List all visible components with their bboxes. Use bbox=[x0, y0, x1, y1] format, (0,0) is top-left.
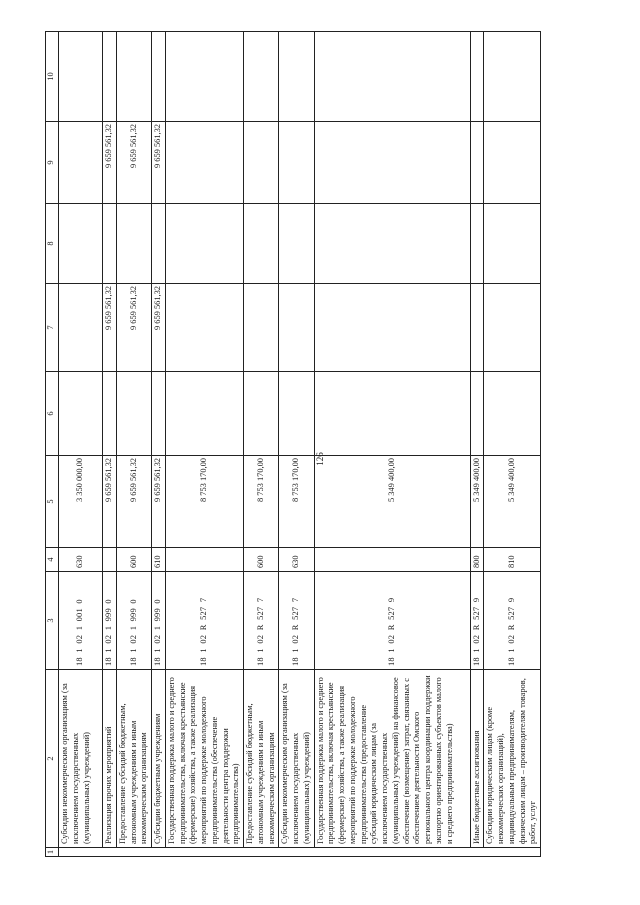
row-name: Государственная поддержка малого и среднего предпринимательства, включая крестьянские (фермерские) хозяйства, а также реализация мероприятий по поддержке молодежного предпринимательства (обеспечение деятельности центра поддержки предпринимательства) bbox=[165, 670, 243, 848]
row-value-9 bbox=[165, 122, 243, 204]
header-cell: 2 bbox=[46, 670, 59, 848]
row-value-8 bbox=[152, 204, 166, 284]
row-value-7: 9 659 561,32 bbox=[152, 284, 166, 372]
row-value-8 bbox=[314, 204, 470, 284]
row-name: Реализация прочих мероприятий bbox=[103, 670, 117, 848]
row-kvr: 810 bbox=[484, 548, 541, 572]
header-cell: 3 bbox=[46, 572, 59, 670]
table-row bbox=[470, 32, 484, 857]
table-row bbox=[244, 32, 279, 857]
row-value-5: 9 659 561,32 bbox=[103, 456, 117, 548]
row-value-5: 9 659 561,32 bbox=[152, 456, 166, 548]
row-value-9: 9 659 561,32 bbox=[152, 122, 166, 204]
row-value-9 bbox=[470, 122, 484, 204]
row-value-7 bbox=[279, 284, 314, 372]
header-cell: 4 bbox=[46, 548, 59, 572]
table-row bbox=[59, 32, 103, 857]
table-row bbox=[103, 32, 117, 857]
budget-table bbox=[45, 31, 541, 857]
row-value-10 bbox=[59, 32, 103, 122]
row-code: 18 1 02 R 527 7 bbox=[279, 572, 314, 670]
row-value-10 bbox=[116, 32, 151, 122]
row-code: 18 1 02 1 001 0 bbox=[59, 572, 103, 670]
row-value-6 bbox=[103, 372, 117, 456]
table-row bbox=[484, 32, 541, 857]
row-value-10 bbox=[152, 32, 166, 122]
row-value-9: 9 659 561,32 bbox=[103, 122, 117, 204]
row-value-5: 5 349 400,00 bbox=[314, 456, 470, 548]
row-name: Субсидии юридическим лицам (кроме некоммерческих организаций), индивидуальным предпринимателям, физическим лицам – производителям товаров, работ, услуг bbox=[484, 670, 541, 848]
row-value-8 bbox=[470, 204, 484, 284]
row-value-10 bbox=[165, 32, 243, 122]
header-cell: 7 bbox=[46, 284, 59, 372]
row-name: Предоставление субсидий бюджетным, автономным учреждениям и иным некоммерческим организациям bbox=[116, 670, 151, 848]
row-kvr bbox=[165, 548, 243, 572]
row-kvr: 610 bbox=[152, 548, 166, 572]
row-code: 18 1 02 R 527 9 bbox=[314, 572, 470, 670]
row-value-10 bbox=[103, 32, 117, 122]
row-kvr: 600 bbox=[116, 548, 151, 572]
row-kvr bbox=[103, 548, 117, 572]
row-name: Предоставление субсидий бюджетным, автономным учреждениям и иным некоммерческим организациям bbox=[244, 670, 279, 848]
row-value-6 bbox=[152, 372, 166, 456]
header-cell: 10 bbox=[46, 32, 59, 122]
row-value-8 bbox=[116, 204, 151, 284]
row-value-5: 5 349 400,00 bbox=[470, 456, 484, 548]
row-value-8 bbox=[484, 204, 541, 284]
row-value-9 bbox=[244, 122, 279, 204]
row-kvr: 630 bbox=[59, 548, 103, 572]
row-code: 18 1 02 1 999 0 bbox=[103, 572, 117, 670]
row-value-7: 9 659 561,32 bbox=[103, 284, 117, 372]
row-name: Иные бюджетные ассигнования bbox=[470, 670, 484, 848]
row-code: 18 1 02 1 999 0 bbox=[116, 572, 151, 670]
row-value-9: 9 659 561,32 bbox=[116, 122, 151, 204]
row-name: Субсидии бюджетным учреждениям bbox=[152, 670, 166, 848]
row-name: Государственная поддержка малого и среднего предпринимательства, включая крестьянские (фермерские) хозяйства, а также реализация мероприятий по поддержке молодежного предпринимательства (предоставление субсидий юридическим лицам (за исключением государственных (муниципальных) учреждений) на финансовое обеспечение (возмещение) затрат, связанных с обеспечением деятельности Омского регионального центра координации поддержки экспортно ориентированных субъектов малого и среднего предпринимательства) bbox=[314, 670, 470, 848]
row-value-7 bbox=[314, 284, 470, 372]
row-value-7 bbox=[484, 284, 541, 372]
row-kvr: 630 bbox=[279, 548, 314, 572]
row-value-9 bbox=[279, 122, 314, 204]
row-value-6 bbox=[116, 372, 151, 456]
row-kvr: 800 bbox=[470, 548, 484, 572]
header-cell: 1 bbox=[46, 848, 59, 857]
row-value-8 bbox=[279, 204, 314, 284]
row-code: 18 1 02 R 527 7 bbox=[165, 572, 243, 670]
header-row bbox=[46, 32, 59, 857]
header-cell: 8 bbox=[46, 204, 59, 284]
row-value-8 bbox=[244, 204, 279, 284]
row-value-5: 8 753 170,00 bbox=[279, 456, 314, 548]
first-column-cell bbox=[59, 848, 541, 857]
row-value-7 bbox=[59, 284, 103, 372]
page-number: 126 bbox=[315, 452, 325, 466]
row-value-10 bbox=[314, 32, 470, 122]
row-name: Субсидии некоммерческим организациям (за исключением государственных (муниципальных) учреждений) bbox=[279, 670, 314, 848]
row-value-6 bbox=[314, 372, 470, 456]
table-row bbox=[314, 32, 470, 857]
row-code: 18 1 02 1 999 0 bbox=[152, 572, 166, 670]
table-row bbox=[165, 32, 243, 857]
row-name: Субсидии некоммерческим организациям (за исключением государственных (муниципальных) учреждений) bbox=[59, 670, 103, 848]
row-value-6 bbox=[59, 372, 103, 456]
row-value-10 bbox=[279, 32, 314, 122]
row-value-5: 8 753 170,00 bbox=[165, 456, 243, 548]
row-code: 18 1 02 R 527 9 bbox=[470, 572, 484, 670]
row-value-5: 9 659 561,32 bbox=[116, 456, 151, 548]
row-value-7 bbox=[244, 284, 279, 372]
budget-table-sheet bbox=[45, 32, 565, 857]
row-value-6 bbox=[484, 372, 541, 456]
header-cell: 6 bbox=[46, 372, 59, 456]
header-cell: 9 bbox=[46, 122, 59, 204]
table-row bbox=[279, 32, 314, 857]
row-value-8 bbox=[103, 204, 117, 284]
row-code: 18 1 02 R 527 7 bbox=[244, 572, 279, 670]
row-kvr bbox=[314, 548, 470, 572]
row-value-8 bbox=[59, 204, 103, 284]
row-value-10 bbox=[484, 32, 541, 122]
row-value-7: 9 659 561,32 bbox=[116, 284, 151, 372]
header-cell: 5 bbox=[46, 456, 59, 548]
row-value-6 bbox=[470, 372, 484, 456]
row-value-9 bbox=[314, 122, 470, 204]
row-value-5: 3 350 000,00 bbox=[59, 456, 103, 548]
row-value-6 bbox=[244, 372, 279, 456]
row-value-7 bbox=[470, 284, 484, 372]
row-kvr: 600 bbox=[244, 548, 279, 572]
row-value-10 bbox=[244, 32, 279, 122]
row-value-9 bbox=[484, 122, 541, 204]
row-value-6 bbox=[165, 372, 243, 456]
row-value-6 bbox=[279, 372, 314, 456]
row-code: 18 1 02 R 527 9 bbox=[484, 572, 541, 670]
row-value-5: 5 349 400,00 bbox=[484, 456, 541, 548]
row-value-9 bbox=[59, 122, 103, 204]
row-value-5: 8 753 170,00 bbox=[244, 456, 279, 548]
row-value-10 bbox=[470, 32, 484, 122]
table-row bbox=[152, 32, 166, 857]
table-row bbox=[116, 32, 151, 857]
row-value-8 bbox=[165, 204, 243, 284]
row-value-7 bbox=[165, 284, 243, 372]
